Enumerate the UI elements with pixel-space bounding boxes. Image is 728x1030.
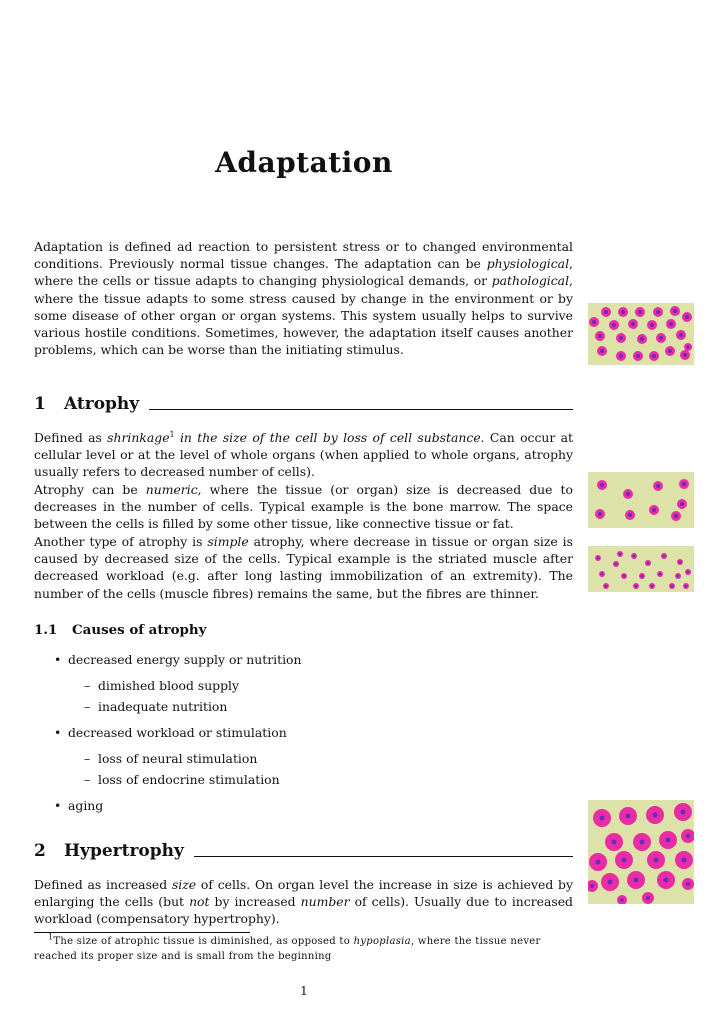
footnote-em-hypoplasia: hypoplasia: [353, 936, 411, 947]
subsection-1-1-title: Causes of atrophy: [72, 622, 207, 638]
simple-em: simple: [207, 534, 249, 549]
footnote-rule: [34, 932, 250, 933]
intro-em-pathological: pathological: [491, 273, 570, 289]
atrophy-def-text-2: Can occur at cellular level or at the level of whole organs (when applied to whole organs, atrophy usually refers to decreased number of cells).: [34, 430, 574, 480]
bullet-icon: •: [54, 652, 62, 667]
hyper-em-number: number: [300, 894, 350, 910]
sub-list-item-text: inadequate nutrition: [98, 699, 228, 714]
numeric-atrophy-illustration: [588, 472, 694, 528]
hyper-em-not: not: [189, 894, 210, 910]
list-item-text: decreased energy supply or nutrition: [68, 652, 302, 667]
dash-icon: –: [84, 678, 91, 693]
bullet-icon: •: [54, 798, 62, 813]
simple-text-1: Another type of atrophy is: [34, 534, 208, 549]
simple-atrophy-figure: [588, 546, 694, 592]
intro-text-2: , where the cells or tissue adapts to changing physiological demands, or: [34, 256, 573, 289]
section-1-rule: [149, 409, 573, 410]
bullet-icon: •: [54, 725, 62, 740]
footnote-mark: 1: [48, 932, 54, 942]
atrophy-definition-paragraph: [34, 429, 573, 481]
dash-icon: –: [84, 772, 91, 787]
simple-atrophy-illustration: [588, 546, 694, 592]
numeric-atrophy-figure: [588, 472, 694, 528]
hyper-text-2: of cells. On organ level the increase in size is achieved by enlarging the cells (but: [34, 877, 573, 910]
intro-text-3: , where the tissue adapts to some stress caused by change in the environment or by some disease of other organ or organ systems. This system usually helps to survive various hostile conditions. Sometimes, however, the adaptation itself causes another problems, which can be worse than the initiating stimulus.: [34, 273, 573, 358]
sub-list-item: [84, 751, 257, 766]
intro-em-physiological: physiological: [486, 256, 570, 272]
normal-tissue-illustration: [588, 303, 694, 365]
atrophy-def-text-1: Defined as: [34, 430, 108, 445]
numeric-text-2: , where the tissue (or organ) size is decreased due to decreases in the number of cells. Typical example is the bone marrow. The space between the cells is filled by some other tissue, like connective tissue or fat.: [34, 482, 573, 532]
sub-list-item-text: loss of neural stimulation: [98, 751, 258, 766]
footnote-text-2: , where the tissue never reached its proper size and is small from the beginning: [34, 936, 541, 962]
list-item-text: aging: [68, 798, 104, 813]
intro-paragraph: [34, 238, 573, 358]
section-2-number: 2: [34, 841, 46, 861]
list-item-text: decreased workload or stimulation: [68, 725, 287, 740]
intro-text-1: Adaptation is defined ad reaction to persistent stress or to changed environmental conditions. Previously normal tissue changes. The adaptation can be: [34, 239, 573, 272]
hypertrophy-paragraph: [34, 876, 573, 928]
section-2-rule: [194, 856, 573, 857]
atrophy-def-em-2: in the size of the cell by loss of cell substance.: [174, 430, 485, 445]
hyper-text-4: of cells). Usually due to increased workload (compensatory hypertrophy).: [34, 894, 573, 927]
normal-tissue-figure: [588, 303, 694, 365]
hyper-em-size: size: [171, 877, 197, 892]
section-1-heading: [34, 394, 573, 414]
page-number: 1: [300, 984, 308, 998]
dash-icon: –: [84, 751, 91, 766]
sub-list-item-text: dimished blood supply: [98, 678, 239, 693]
simple-text-2: atrophy, where decrease in tissue or organ size is caused by decreased size of the cells. Typical example is the striated muscle after decreased workload (e.g. after long lasting immobilization of an extremity). The number of the cells (muscle fibres) remains the same, but the fibres are thinner.: [34, 534, 573, 601]
section-1-title: Atrophy: [64, 394, 140, 414]
atrophy-def-em-shrinkage: shrinkage: [107, 430, 170, 445]
section-2-heading: [34, 841, 573, 861]
hypertrophy-illustration: [588, 800, 694, 904]
simple-atrophy-paragraph: [34, 533, 573, 602]
footnote-ref[interactable]: 1: [169, 429, 175, 439]
dash-icon: –: [84, 699, 91, 714]
hyper-text-3: by increased: [209, 894, 301, 910]
list-item: [54, 725, 287, 740]
subsection-1-1-number: 1.1: [34, 622, 58, 638]
subsection-1-1-heading: [34, 622, 206, 638]
list-item: [54, 798, 103, 813]
numeric-text-1: Atrophy can be: [34, 482, 146, 497]
list-item: [54, 652, 301, 667]
hypertrophy-figure: [588, 800, 694, 904]
footnote: [34, 934, 573, 964]
page-title: Adaptation: [215, 146, 393, 179]
sub-list-item: [84, 699, 227, 714]
numeric-atrophy-paragraph: [34, 481, 573, 533]
section-2-title: Hypertrophy: [64, 841, 184, 861]
sub-list-item: [84, 678, 239, 693]
sub-list-item: [84, 772, 280, 787]
hyper-text-1: Defined as increased: [34, 877, 172, 892]
section-1-number: 1: [34, 394, 46, 414]
numeric-em: numeric: [145, 482, 198, 497]
footnote-text-1: The size of atrophic tissue is diminished, as opposed to: [53, 936, 354, 947]
sub-list-item-text: loss of endocrine stimulation: [98, 772, 280, 787]
